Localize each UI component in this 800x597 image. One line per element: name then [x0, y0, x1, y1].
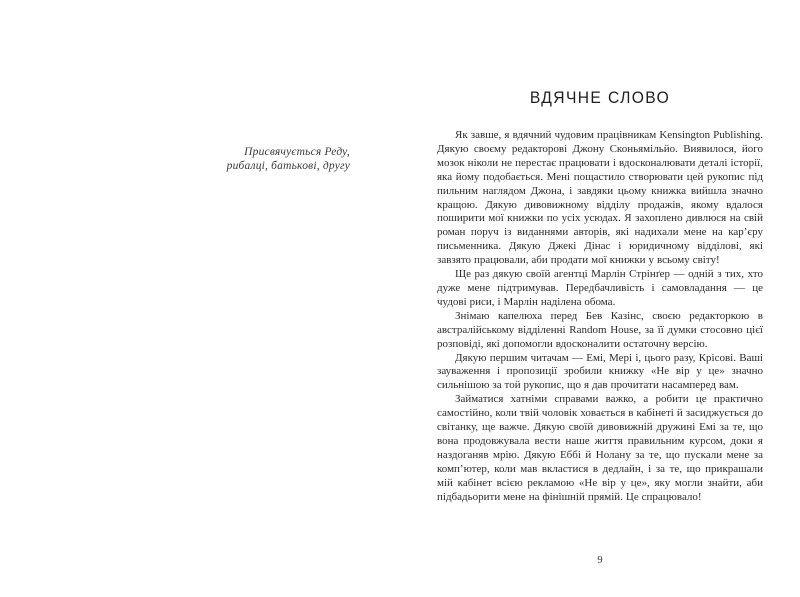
chapter-title: ВДЯЧНЕ СЛОВО [529, 88, 671, 107]
paragraph: Як завше, я вдячний чудовим працівникам Kensington Publishing. Дякую своєму редакторові Джону Сконьямільйо. Виявилося, його мозок ніколи не перестає працювати і вдосконалювати деталі історії, яка йому подобається. Мені пощастило створювати цей рукопис під пильним наглядом Джона, і завдяки цьому книжка вийшла значно кращою. Дякую дивовижному відділу продажів, якому вдалося поширити мої книжки по усіх усюдах. Я захоплено дивлюся на свій роман поруч із виданнями авторів, які надихали мене на кар’єру письменника. Дякую Джекі Дінас і юридичному відділові, які завзято працювали, аби продати мої книжки у всьому світу! [437, 129, 763, 267]
paragraph: Займатися хатніми справами важко, а робити це практично самостійно, коли твій чоловік ховається в кабінеті й засиджується до світанку, ще важче. Дякую своїй дивовижній дружині Емі за те, що вона продовжувала вести наше життя правильним курсом, доки я наздоганяв мрію. Дякую Еббі й Нолану за те, що пускали мене за комп’ютер, коли мав вкластися в дедлайн, і за те, що прикрашали мій кабінет всією рекламою «Не вір у це», яку могли знайти, аби підбадьорити мене на фінішній прямій. Це спрацювало! [437, 393, 763, 503]
dedication-line: рибалці, батькові, другу [226, 159, 350, 172]
paragraph: Знімаю капелюха перед Бев Казінс, своєю редакторкою в австралійському відділенні Random House, за її думки стосовно цієї розповіді, які допомогли вдосконалити остаточну версію. [437, 309, 763, 350]
dedication [227, 146, 350, 173]
paragraph: Дякую першим читачам — Емі, Мері і, цього разу, Крісові. Ваші зауваження і пропозиції зробили книжку «Не вір у це» значно сильнішою за той рукопис, що я дав прочитати насамперед вам. [437, 351, 763, 392]
acknowledgments-body [437, 129, 763, 504]
text-column [437, 88, 763, 504]
dedication-line: Присвячується Реду, [244, 146, 350, 158]
paragraph: Ще раз дякую своїй агентці Марлін Стрінґер — одній з тих, хто дуже мене підтримував. Передбачливість і самовладання — це чудові риси, і Марлін наділена обома. [437, 268, 763, 308]
page-number: 9 [597, 555, 603, 566]
